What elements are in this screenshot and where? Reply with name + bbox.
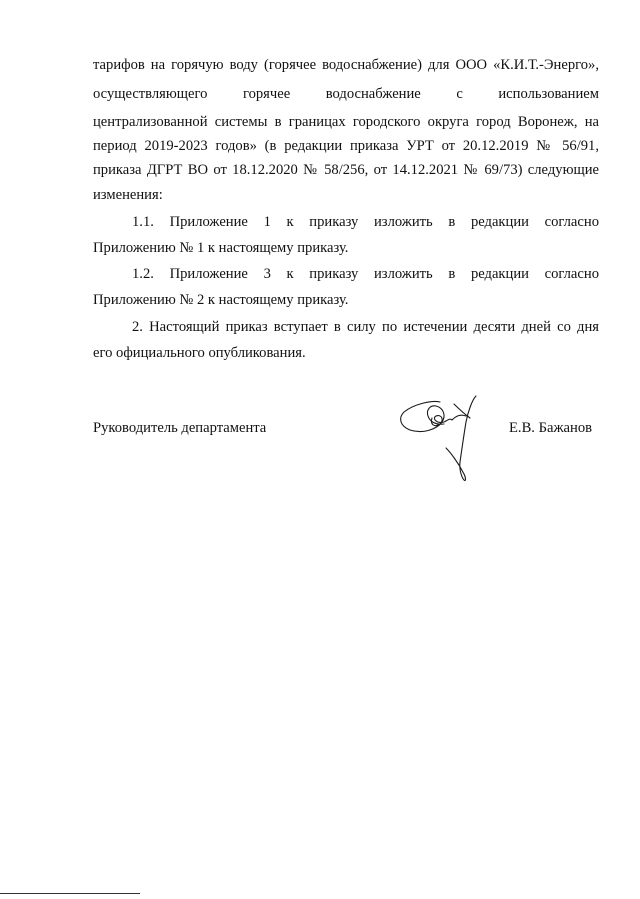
body-line-1: тарифов на горячую воду (горячее водоснабжение) для ООО «К.И.Т.-Энерго», (93, 57, 599, 73)
item-2-line-1: 2. Настоящий приказ вступает в силу по истечении десяти дней со дня (132, 319, 599, 335)
body-line-6: изменения: (93, 187, 163, 203)
handwritten-signature (396, 390, 496, 486)
body-line-5: приказа ДГРТ ВО от 18.12.2020 № 58/256, от 14.12.2021 № 69/73) следующие (93, 162, 599, 178)
item-2-line-2: его официального опубликования. (93, 345, 306, 361)
body-line-3: централизованной системы в границах городского округа город Воронеж, на (93, 114, 599, 130)
body-line-2: осуществляющего горячее водоснабжение с использованием (93, 86, 599, 102)
item-1-2-line-1: 1.2. Приложение 3 к приказу изложить в редакции согласно (132, 266, 599, 282)
item-1-1-line-2: Приложению № 1 к настоящему приказу. (93, 240, 349, 256)
item-1-2-line-2: Приложению № 2 к настоящему приказу. (93, 292, 349, 308)
item-1-1-line-1: 1.1. Приложение 1 к приказу изложить в редакции согласно (132, 214, 599, 230)
footer-divider (0, 893, 140, 894)
body-line-4: период 2019-2023 годов» (в редакции приказа УРТ от 20.12.2019 № 56/91, (93, 138, 599, 154)
signatory-name: Е.В. Бажанов (509, 420, 593, 436)
signatory-position: Руководитель департамента (93, 420, 267, 436)
